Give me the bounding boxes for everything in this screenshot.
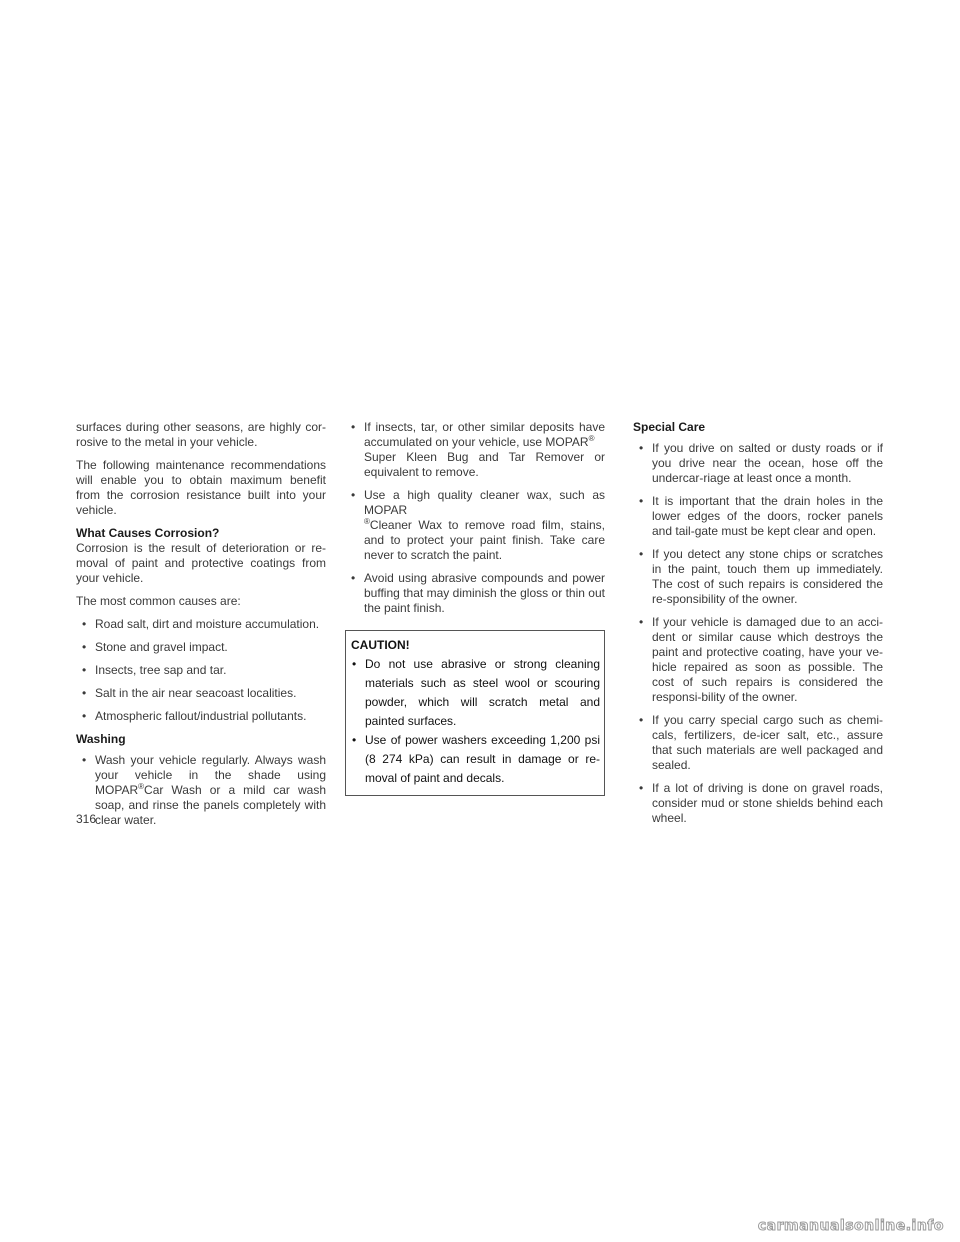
bullet-icon: • <box>352 657 357 671</box>
column-right <box>633 420 883 834</box>
bullet-icon: • <box>351 420 356 434</box>
registered-mark: ® <box>138 782 145 791</box>
bullet-icon: • <box>82 709 87 723</box>
bullet-icon: • <box>639 713 644 727</box>
list-item: • Use a high quality cleaner wax, such as MOPAR ®Cleaner Wax to remove road film, stains, and to protect your paint finish. Take care never to scratch the paint. <box>351 488 605 562</box>
caution-list <box>351 655 600 788</box>
bullet-icon: • <box>351 571 356 585</box>
special-care-heading: Special Care <box>633 420 706 434</box>
column-middle <box>345 420 605 796</box>
bullet-icon: • <box>639 441 644 455</box>
list-item: • If insects, tar, or other similar deposits have accumulated on your vehicle, use MOPAR® Super Kleen Bug and Tar Remover or equivalent to remove. <box>351 420 605 479</box>
washing-list-continued <box>345 420 605 616</box>
caution-box <box>345 630 605 796</box>
list-item: • Do not use abrasive or strong cleaning materials such as steel wool or scouring powder, which will scratch metal and painted surfaces. <box>352 657 600 728</box>
bullet-icon: • <box>82 617 87 631</box>
bullet-icon: • <box>639 615 644 629</box>
column-left <box>76 420 326 836</box>
bullet-icon: • <box>82 686 87 700</box>
maintenance-paragraph: The following maintenance recommendations will enable you to obtain maximum benefit from the corrosion resistance built into your vehicle. <box>76 458 326 517</box>
list-item: • If you detect any stone chips or scratches in the paint, touch them up immediately. The cost of such repairs is considered the re-sponsibility of the owner. <box>639 547 883 606</box>
special-care-list <box>633 441 883 826</box>
list-item: • Avoid using abrasive compounds and power buffing that may diminish the gloss or thin out the paint finish. <box>351 571 605 615</box>
list-item: • Salt in the air near seacoast localities. <box>82 686 297 700</box>
watermark: carmanualsonline.info <box>757 1218 944 1234</box>
corrosion-heading: What Causes Corrosion? <box>76 526 220 540</box>
bullet-icon: • <box>351 488 356 502</box>
list-item: • If you carry special cargo such as chemi-cals, fertilizers, de-icer salt, etc., assure that such materials are well packaged and sealed. <box>639 713 883 772</box>
list-item: • If your vehicle is damaged due to an acci-dent or similar cause which destroys the paint and protective coating, have your ve-hicle repaired as soon as possible. The cost of such repairs is considered the responsi-bility of the owner. <box>639 615 883 704</box>
registered-mark: ® <box>588 434 595 443</box>
caution-title: CAUTION! <box>351 638 410 652</box>
bullet-icon: • <box>82 640 87 654</box>
bullet-icon: • <box>82 663 87 677</box>
list-item: • It is important that the drain holes in the lower edges of the doors, rocker panels and tail-gate must be kept clear and open. <box>639 494 883 538</box>
causes-list <box>76 617 326 724</box>
bullet-icon: • <box>352 733 357 747</box>
washing-list <box>76 753 326 828</box>
bullet-icon: • <box>639 494 644 508</box>
list-item: • Insects, tree sap and tar. <box>82 663 227 677</box>
list-item: • Use of power washers exceeding 1,200 psi (8 274 kPa) can result in damage or re-moval of paint and decals. <box>352 733 600 785</box>
bullet-icon: • <box>82 753 87 767</box>
washing-heading: Washing <box>76 732 126 746</box>
list-item: • Stone and gravel impact. <box>82 640 228 654</box>
bullet-icon: • <box>639 781 644 795</box>
bullet-icon: • <box>639 547 644 561</box>
list-item: • Road salt, dirt and moisture accumulation. <box>82 617 320 631</box>
list-item: • Atmospheric fallout/industrial pollutants. <box>82 709 307 723</box>
list-item: • If a lot of driving is done on gravel roads, consider mud or stone shields behind each wheel. <box>639 781 883 825</box>
registered-mark: ® <box>364 517 370 526</box>
page-number: 316 <box>76 812 97 826</box>
list-item: • Wash your vehicle regularly. Always wash your vehicle in the shade using MOPAR®Car Wash or a mild car wash soap, and rinse the panels completely with clear water. <box>82 753 326 827</box>
causes-intro: The most common causes are: <box>76 594 241 608</box>
corrosion-paragraph: Corrosion is the result of deterioration or re-moval of paint and protective coatings from your vehicle. <box>76 541 326 585</box>
list-item: • If you drive on salted or dusty roads or if you drive near the ocean, hose off the undercar-riage at least once a month. <box>639 441 883 485</box>
intro-continuation: surfaces during other seasons, are highly cor-rosive to the metal in your vehicle. <box>76 420 326 449</box>
